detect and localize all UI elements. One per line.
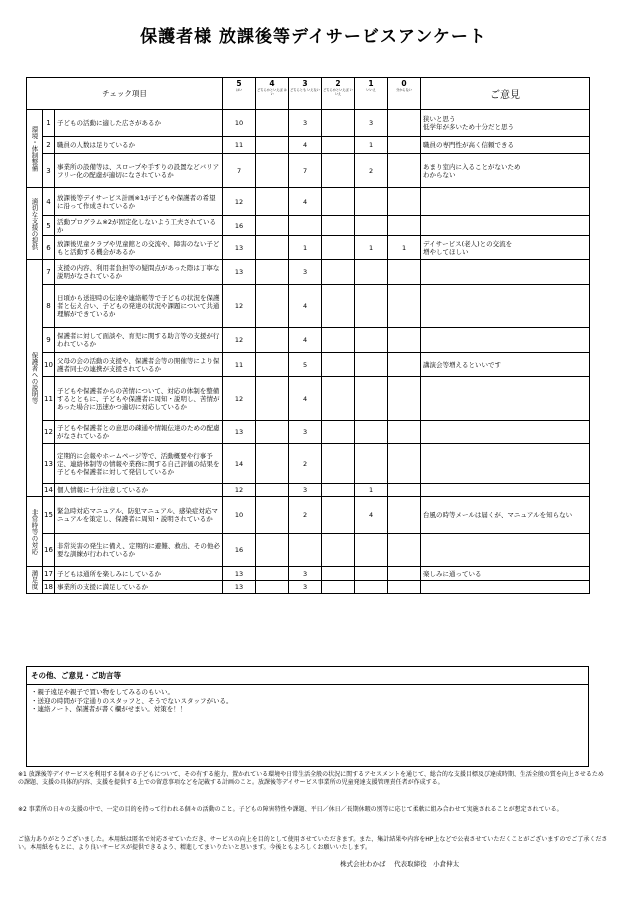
item-number: 2 (43, 137, 55, 154)
score-count-cell (322, 110, 355, 137)
opinion-cell (421, 216, 590, 236)
table-row (27, 377, 590, 421)
table-row (27, 353, 590, 377)
score-count-cell: 13 (223, 567, 256, 581)
score-count-cell (322, 444, 355, 484)
score-count-cell (355, 285, 388, 328)
score-count-cell: 5 (289, 353, 322, 377)
score-count-cell (322, 236, 355, 260)
opinion-cell (421, 260, 590, 285)
score-count-cell: 3 (289, 581, 322, 594)
score-count-cell (388, 484, 421, 497)
score-header-0: 0 分からない (388, 78, 421, 110)
score-count-cell (256, 154, 289, 188)
item-number: 14 (43, 484, 55, 497)
question-text: 放課後等デイサービス計画※1が子どもや保護者の希望に沿って作成されているか (55, 188, 223, 216)
score-count-cell: 12 (223, 328, 256, 353)
table-row (27, 188, 590, 216)
table-row (27, 236, 590, 260)
score-count-cell: 10 (223, 110, 256, 137)
company-signature: 株式会社わかば 代表取締役 小倉伸太 (340, 860, 460, 868)
score-count-cell: 13 (223, 421, 256, 444)
opinion-cell: 狭いと思う 低学年が多いため十分だと思う (421, 110, 590, 137)
item-number: 5 (43, 216, 55, 236)
question-text: 定期的に会報やホームページ等で、活動概要や行事予定、連絡体制等の情報や業務に関する自己評価の結果を子どもや保護者に対して発信しているか (55, 444, 223, 484)
score-count-cell (388, 137, 421, 154)
score-count-cell (256, 285, 289, 328)
table-row (27, 567, 590, 581)
category-explanation: 保護者への説明等 (27, 260, 43, 497)
score-count-cell (355, 216, 388, 236)
table-row (27, 581, 590, 594)
question-text: 非常災害の発生に備え、定期的に避難、救出、その他必要な訓練が行われているか (55, 534, 223, 567)
score-header-4: 4 どちらかといえば はい (256, 78, 289, 110)
item-number: 11 (43, 377, 55, 421)
score-count-cell (322, 581, 355, 594)
score-count-cell (355, 260, 388, 285)
table-row (27, 497, 590, 534)
opinion-cell: 台風の時等メールは届くが、マニュアルを知らない (421, 497, 590, 534)
header-row (27, 78, 590, 110)
opinion-header: ご意見 (421, 78, 590, 110)
other-opinions-box (26, 666, 589, 767)
table-row (27, 216, 590, 236)
score-count-cell: 3 (289, 484, 322, 497)
score-count-cell: 4 (289, 285, 322, 328)
opinion-cell (421, 444, 590, 484)
question-text: 子どもや保護者からの苦情について、対応の体制を整備するとともに、子どもや保護者に周知・説明し、苦情があった場合に迅速かつ適切に対応しているか (55, 377, 223, 421)
score-count-cell (388, 534, 421, 567)
item-number: 1 (43, 110, 55, 137)
score-count-cell (256, 216, 289, 236)
score-count-cell (388, 188, 421, 216)
score-count-cell (355, 353, 388, 377)
score-count-cell: 3 (289, 110, 322, 137)
score-count-cell (355, 581, 388, 594)
score-header-2: 2 どちらかといえば いいえ (322, 78, 355, 110)
score-count-cell: 12 (223, 377, 256, 421)
other-opinions-body (27, 685, 588, 717)
score-count-cell (256, 567, 289, 581)
score-count-cell: 10 (223, 497, 256, 534)
score-count-cell: 3 (289, 421, 322, 444)
item-number: 7 (43, 260, 55, 285)
score-count-cell: 11 (223, 137, 256, 154)
table-row (27, 484, 590, 497)
score-count-cell: 4 (289, 377, 322, 421)
score-count-cell: 4 (289, 188, 322, 216)
score-count-cell (322, 421, 355, 444)
question-text: 日頃から送迎時の伝達や連絡帳等で子どもの状況を保護者と伝え合い、子どもの発達の状況や課題について共通理解ができているか (55, 285, 223, 328)
score-count-cell (256, 328, 289, 353)
score-count-cell (256, 377, 289, 421)
table-row (27, 260, 590, 285)
score-count-cell (256, 353, 289, 377)
item-number: 10 (43, 353, 55, 377)
opinion-cell (421, 534, 590, 567)
score-count-cell (322, 484, 355, 497)
score-count-cell: 2 (355, 154, 388, 188)
score-header-3: 3 どちらとも いえない (289, 78, 322, 110)
opinion-cell (421, 328, 590, 353)
survey-table (26, 77, 590, 594)
opinion-cell (421, 377, 590, 421)
score-count-cell (355, 188, 388, 216)
score-count-cell (388, 216, 421, 236)
score-count-cell (355, 534, 388, 567)
score-count-cell: 4 (355, 497, 388, 534)
footnote-2: ※2 事業所の日々の支援の中で、一定の目的を持って行われる個々の活動のこと。子どもの障害特性や課題、平日／休日／長期休暇の別等に応じて柔軟に組み合わせて実施されることが想定されている。 (18, 806, 563, 813)
question-text: 保護者に対して面談や、育児に関する助言等の支援が行われているか (55, 328, 223, 353)
score-count-cell: 3 (355, 110, 388, 137)
item-number: 6 (43, 236, 55, 260)
item-number: 17 (43, 567, 55, 581)
score-count-cell: 3 (289, 260, 322, 285)
score-count-cell: 4 (289, 328, 322, 353)
score-count-cell (355, 328, 388, 353)
score-count-cell (322, 377, 355, 421)
score-count-cell: 13 (223, 581, 256, 594)
score-count-cell (256, 484, 289, 497)
score-count-cell (256, 188, 289, 216)
item-number: 18 (43, 581, 55, 594)
score-count-cell (256, 236, 289, 260)
score-count-cell (322, 137, 355, 154)
table-row (27, 285, 590, 328)
score-count-cell (289, 216, 322, 236)
question-text: 子どもは通所を楽しみにしているか (55, 567, 223, 581)
category-satisfaction: 満足度 (27, 567, 43, 594)
question-text: 支援の内容、利用者負担等の疑問点があった際は丁寧な説明がなされているか (55, 260, 223, 285)
score-header-5: 5 はい (223, 78, 256, 110)
item-number: 4 (43, 188, 55, 216)
category-environment: 環境・体制整備 (27, 110, 43, 188)
score-count-cell (256, 260, 289, 285)
score-count-cell (388, 567, 421, 581)
score-count-cell (322, 353, 355, 377)
score-count-cell (256, 497, 289, 534)
opinion-cell (421, 421, 590, 444)
other-opinion-line: ・送迎の時間が予定通りのスタッフと、そうでないスタッフがいる。 (31, 696, 233, 705)
opinion-cell (421, 285, 590, 328)
footnote-1: ※1 放課後等デイサービスを利用する個々の子どもについて、その有する能力、置かれている環境や日常生活全般の状況に関するアセスメントを通じて、総合的な支援目標及び達成時期、生活全般の質を向上させるための課題、支援の具体的内容、支援を提供する上での留意事項などを記載する計画のこと。放課後等デイサービス事業所の児童発達支援管理責任者が作成する。 (18, 771, 604, 786)
score-count-cell (388, 328, 421, 353)
other-opinion-line: ・連絡ノート、保護者が書く欄がせまい。対策を！！ (31, 705, 187, 713)
score-count-cell (355, 377, 388, 421)
score-count-cell: 7 (223, 154, 256, 188)
item-number: 9 (43, 328, 55, 353)
score-count-cell: 1 (388, 236, 421, 260)
score-count-cell: 4 (289, 137, 322, 154)
score-count-cell (388, 154, 421, 188)
score-count-cell (322, 497, 355, 534)
opinion-cell (421, 484, 590, 497)
score-count-cell (388, 421, 421, 444)
score-count-cell: 11 (223, 353, 256, 377)
question-text: 事業所の設備等は、スロープや手すりの設置などバリアフリー化の配慮が適切になされているか (55, 154, 223, 188)
question-text: 職員の人数は足りているか (55, 137, 223, 154)
score-count-cell (322, 534, 355, 567)
question-text: 事業所の支援に満足しているか (55, 581, 223, 594)
score-header-1: 1 いいえ (355, 78, 388, 110)
question-text: 子どもの活動に適した広さがあるか (55, 110, 223, 137)
score-count-cell (388, 285, 421, 328)
page-title: 保護者様 放課後等デイサービスアンケート (140, 27, 487, 47)
table-row (27, 137, 590, 154)
score-count-cell: 12 (223, 188, 256, 216)
score-count-cell (256, 581, 289, 594)
score-count-cell: 16 (223, 534, 256, 567)
question-text: 子どもや保護者との意思の疎通や情報伝達のための配慮がなされているか (55, 421, 223, 444)
score-count-cell (355, 421, 388, 444)
opinion-cell: あまり室内に入ることがないため わからない (421, 154, 590, 188)
score-count-cell (388, 497, 421, 534)
score-count-cell: 14 (223, 444, 256, 484)
score-count-cell (256, 444, 289, 484)
category-support: 適切な支援の提供 (27, 188, 43, 260)
score-count-cell (322, 285, 355, 328)
score-count-cell: 1 (355, 484, 388, 497)
other-opinion-line: ・親子遠足や親子で買い物をしてみるのもいい。 (31, 688, 174, 696)
item-number: 13 (43, 444, 55, 484)
item-number: 8 (43, 285, 55, 328)
thanks-message: ご協力ありがとうございました。本用紙は匿名で対応させていただき、サービスの向上を目的として使用させていただきます。また、集計結果や内容をHP上などで公表させていただくことがございますのでご了承ください。本用紙をもとに、より良いサービスが提供できるよう、精進してまいりたいと思います。今後ともよろしくお願いいたします。 (18, 836, 608, 851)
score-count-cell: 2 (289, 497, 322, 534)
score-count-cell (322, 328, 355, 353)
score-count-cell: 3 (289, 567, 322, 581)
opinion-cell: 職員の専門性が高く信頼できる (421, 137, 590, 154)
item-number: 15 (43, 497, 55, 534)
opinion-cell: 講演会等増えるといいです (421, 353, 590, 377)
table-row (27, 328, 590, 353)
opinion-cell: デイサービス(老人)との交流を 増やしてほしい (421, 236, 590, 260)
score-count-cell (256, 534, 289, 567)
other-opinions-heading: その他、ご意見・ご助言等 (27, 667, 588, 685)
opinion-cell: 楽しみに通っている (421, 567, 590, 581)
question-text: 個人情報に十分注意しているか (55, 484, 223, 497)
score-count-cell: 16 (223, 216, 256, 236)
question-text: 緊急時対応マニュアル、防犯マニュアル、感染症対応マニュアルを策定し、保護者に周知・説明されているか (55, 497, 223, 534)
question-text: 活動プログラム※2が固定化しないよう工夫されているか (55, 216, 223, 236)
question-text: 放課後児童クラブや児童館との交流や、障害のない子どもと活動する機会があるか (55, 236, 223, 260)
score-count-cell (388, 444, 421, 484)
score-count-cell (322, 567, 355, 581)
score-count-cell (355, 444, 388, 484)
score-count-cell: 1 (355, 236, 388, 260)
score-count-cell: 7 (289, 154, 322, 188)
score-count-cell (322, 154, 355, 188)
item-number: 16 (43, 534, 55, 567)
table-row (27, 154, 590, 188)
score-count-cell (388, 260, 421, 285)
table-row (27, 421, 590, 444)
table-row (27, 534, 590, 567)
score-count-cell: 1 (355, 137, 388, 154)
table-row (27, 444, 590, 484)
score-count-cell: 1 (289, 236, 322, 260)
question-text: 父母の会の活動の支援や、保護者会等の開催等により保護者同士の連携が支援されているか (55, 353, 223, 377)
score-count-cell (322, 188, 355, 216)
score-count-cell (256, 421, 289, 444)
score-count-cell (388, 353, 421, 377)
score-count-cell: 12 (223, 285, 256, 328)
check-item-header: チェック項目 (27, 78, 223, 110)
opinion-cell (421, 581, 590, 594)
score-count-cell (289, 534, 322, 567)
score-count-cell (322, 260, 355, 285)
score-count-cell (256, 110, 289, 137)
opinion-cell (421, 188, 590, 216)
score-count-cell (388, 110, 421, 137)
item-number: 3 (43, 154, 55, 188)
score-count-cell (388, 581, 421, 594)
score-count-cell: 13 (223, 236, 256, 260)
score-count-cell: 12 (223, 484, 256, 497)
score-count-cell (256, 137, 289, 154)
score-count-cell: 2 (289, 444, 322, 484)
score-count-cell (355, 567, 388, 581)
category-emergency: 非常時等の対応 (27, 497, 43, 567)
score-count-cell (388, 377, 421, 421)
table-row (27, 110, 590, 137)
item-number: 12 (43, 421, 55, 444)
score-count-cell (322, 216, 355, 236)
score-count-cell: 13 (223, 260, 256, 285)
